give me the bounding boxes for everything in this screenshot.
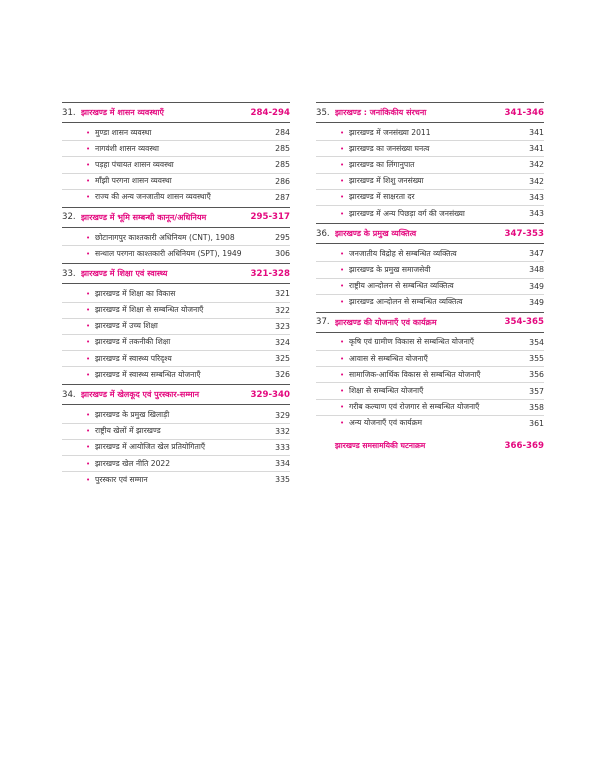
toc-item[interactable] (62, 303, 290, 319)
section-title: झारखण्ड : जनांकिकीय संरचना (335, 108, 427, 117)
toc-item[interactable] (62, 190, 290, 205)
section-heading[interactable] (62, 263, 290, 284)
bullet-icon: • (340, 209, 345, 218)
section-number: 36. (316, 228, 330, 239)
bullet-icon: • (86, 160, 91, 169)
toc-item-page: 285 (275, 144, 290, 154)
toc-item-page: 334 (275, 459, 290, 469)
toc-item-title: राष्ट्रीय आन्दोलन से सम्बन्धित व्यक्तित्व (349, 281, 454, 291)
section-title: झारखण्ड में शिक्षा एवं स्वास्थ्य (81, 269, 168, 279)
toc-item-page: 349 (529, 281, 544, 291)
toc-item-page: 326 (275, 370, 290, 380)
toc-item-page: 284 (275, 128, 290, 138)
toc-item[interactable] (316, 351, 544, 367)
toc-item-page: 321 (275, 289, 290, 299)
toc-item[interactable] (316, 416, 544, 431)
toc-item-page: 347 (529, 249, 544, 259)
toc-item[interactable] (316, 157, 544, 173)
toc-item-title: झारखण्ड में शिक्षा का विकास (95, 288, 176, 298)
toc-item-title: नागवंशी शासन व्यवस्था (95, 143, 159, 153)
toc-item-title: राष्ट्रीय खेलों में झारखण्ड (95, 426, 161, 436)
toc-item-page: 348 (529, 265, 544, 275)
section-heading[interactable] (62, 384, 290, 405)
bullet-icon: • (340, 160, 345, 169)
special-section[interactable] (316, 439, 544, 453)
toc-item-page: 343 (529, 209, 544, 219)
bullet-icon: • (86, 338, 91, 347)
section-page-range: 329-340 (250, 389, 290, 400)
section-items (316, 246, 544, 310)
bullet-icon: • (86, 411, 91, 420)
toc-item[interactable] (316, 174, 544, 190)
toc-section (62, 102, 290, 205)
toc-item[interactable] (316, 400, 544, 416)
toc-item[interactable] (62, 319, 290, 335)
section-items (62, 125, 290, 205)
toc-item-page: 287 (275, 192, 290, 202)
toc-item-title: पड़हा पंचायत शासन व्यवस्था (95, 159, 174, 169)
bullet-icon: • (340, 403, 345, 412)
toc-item-page: 342 (529, 160, 544, 170)
toc-item-title: पुरस्कार एवं सम्मान (95, 474, 148, 484)
bullet-icon: • (86, 249, 91, 258)
toc-item-title: झारखण्ड में अन्य पिछड़ा वर्ग की जनसंख्या (349, 208, 465, 218)
toc-item[interactable] (316, 190, 544, 206)
section-items (316, 335, 544, 431)
toc-item-page: 355 (529, 354, 544, 364)
bullet-icon: • (86, 443, 91, 452)
toc-item-title: झारखण्ड में तकनीकी शिक्षा (95, 337, 171, 347)
special-section-title: झारखण्ड समसामयिकी घटनाक्रम (335, 441, 426, 450)
toc-item-page: 343 (529, 192, 544, 202)
toc-item-title: झारखण्ड आन्दोलन से सम्बन्धित व्यक्तित्व (349, 297, 463, 307)
toc-item[interactable] (62, 141, 290, 157)
bullet-icon: • (340, 354, 345, 363)
toc-left-column (62, 102, 290, 489)
toc-item-page: 286 (275, 176, 290, 186)
toc-section (62, 263, 290, 382)
bullet-icon: • (340, 249, 345, 258)
bullet-icon: • (340, 265, 345, 274)
toc-item-page: 324 (275, 337, 290, 347)
toc-item[interactable] (62, 125, 290, 141)
toc-item-title: सन्थाल परगना काश्तकारी अधिनियम (SPT), 1949 (95, 248, 242, 258)
toc-item-title: झारखण्ड में जनसंख्या 2011 (349, 127, 431, 137)
toc-item[interactable] (62, 157, 290, 173)
toc-item-title: अन्य योजनाएँ एवं कार्यक्रम (349, 418, 423, 428)
toc-item-title: झारखण्ड के प्रमुख खिलाड़ी (95, 410, 170, 420)
bullet-icon: • (86, 289, 91, 298)
toc-item-title: झारखण्ड में शिशु जनसंख्या (349, 176, 424, 186)
toc-item-title: झारखण्ड में शिक्षा से सम्बन्धित योजनाएँ (95, 305, 204, 315)
section-number: 33. (62, 268, 76, 279)
section-title: झारखण्ड के प्रमुख व्यक्तित्व (335, 229, 417, 239)
bullet-icon: • (86, 370, 91, 379)
section-number: 31. (62, 107, 76, 118)
toc-item-title: झारखण्ड में उच्च शिक्षा (95, 321, 158, 331)
toc-item[interactable] (62, 351, 290, 367)
toc-item[interactable] (316, 246, 544, 262)
toc-item[interactable] (316, 206, 544, 221)
toc-item-title: राज्य की अन्य जनजातीय शासन व्यवस्थाएँ (95, 192, 211, 202)
toc-item-title: झारखण्ड के प्रमुख समाजसेवी (349, 264, 431, 274)
bullet-icon: • (86, 459, 91, 468)
bullet-icon: • (86, 177, 91, 186)
toc-item-title: मुण्डा शासन व्यवस्था (95, 127, 152, 137)
section-title: झारखण्ड में खेलकूद एवं पुरस्कार-सम्मान (81, 390, 200, 400)
toc-item[interactable] (316, 262, 544, 278)
bullet-icon: • (86, 193, 91, 202)
toc-item[interactable] (62, 174, 290, 190)
section-page-range: 341-346 (504, 107, 544, 118)
toc-item-page: 361 (529, 418, 544, 428)
section-number: 34. (62, 389, 76, 400)
toc-item-page: 342 (529, 176, 544, 186)
section-number: 32. (62, 212, 76, 223)
toc-item-title: झारखण्ड में साक्षरता दर (349, 192, 415, 202)
toc-item-page: 306 (275, 249, 290, 259)
bullet-icon: • (86, 306, 91, 315)
bullet-icon: • (340, 419, 345, 428)
toc-item[interactable] (62, 472, 290, 487)
bullet-icon: • (86, 128, 91, 137)
bullet-icon: • (340, 177, 345, 186)
toc-item-page: 356 (529, 370, 544, 380)
bullet-icon: • (340, 338, 345, 347)
toc-item[interactable] (62, 335, 290, 351)
toc-item-page: 322 (275, 305, 290, 315)
section-page-range: 295-317 (250, 212, 290, 223)
toc-item[interactable] (316, 295, 544, 310)
toc-item-title: माँझी परगना शासन व्यवस्था (95, 176, 172, 186)
toc-item-page: 341 (529, 144, 544, 154)
section-heading[interactable] (316, 102, 544, 123)
toc-section (316, 223, 544, 310)
bullet-icon: • (340, 193, 345, 202)
toc-item[interactable] (62, 286, 290, 302)
bullet-icon: • (86, 144, 91, 153)
toc-item-page: 354 (529, 337, 544, 347)
section-page-range: 284-294 (250, 107, 290, 118)
toc-item-page: 329 (275, 410, 290, 420)
section-items (62, 230, 290, 261)
toc-item[interactable] (62, 246, 290, 261)
bullet-icon: • (86, 233, 91, 242)
toc-item-page: 335 (275, 475, 290, 485)
toc-item[interactable] (316, 125, 544, 141)
toc-item-page: 325 (275, 354, 290, 364)
section-items (62, 407, 290, 487)
toc-item-title: आवास से सम्बन्धित योजनाएँ (349, 353, 428, 363)
section-page-range: 354-365 (504, 317, 544, 328)
toc-item[interactable] (62, 367, 290, 382)
toc-item-page: 285 (275, 160, 290, 170)
toc-section (316, 102, 544, 221)
toc-item-title: झारखण्ड का जनसंख्या घनत्व (349, 143, 430, 153)
toc-item[interactable] (62, 456, 290, 472)
toc-item[interactable] (316, 367, 544, 383)
section-heading[interactable] (62, 102, 290, 123)
special-section-page-range: 366-369 (504, 441, 544, 451)
section-number: 37. (316, 317, 330, 328)
section-page-range: 321-328 (250, 268, 290, 279)
toc-right-column (316, 102, 544, 453)
toc-item[interactable] (62, 440, 290, 456)
bullet-icon: • (340, 298, 345, 307)
bullet-icon: • (340, 128, 345, 137)
toc-item[interactable] (62, 424, 290, 440)
toc-item-title: कृषि एवं ग्रामीण विकास से सम्बन्धित योजनाएँ (349, 337, 474, 347)
bullet-icon: • (340, 282, 345, 291)
section-heading[interactable] (62, 207, 290, 228)
toc-item-page: 295 (275, 233, 290, 243)
section-heading[interactable] (316, 312, 544, 333)
section-title: झारखण्ड की योजनाएँ एवं कार्यक्रम (335, 317, 437, 327)
toc-item-page: 358 (529, 402, 544, 412)
toc-item[interactable] (62, 230, 290, 246)
toc-item-title: जनजातीय विद्रोह से सम्बन्धित व्यक्तित्व (349, 248, 457, 258)
section-title: झारखण्ड में भूमि सम्बन्धी कानून/अधिनियम (81, 212, 207, 222)
toc-item[interactable] (316, 383, 544, 399)
toc-item-page: 357 (529, 386, 544, 396)
toc-item-title: झारखण्ड खेल नीति 2022 (95, 458, 171, 468)
section-heading[interactable] (316, 223, 544, 244)
bullet-icon: • (340, 370, 345, 379)
bullet-icon: • (340, 387, 345, 396)
toc-item-title: सामाजिक-आर्थिक विकास से सम्बन्धित योजनाएँ (349, 369, 481, 379)
toc-item-title: झारखण्ड में स्वास्थ्य परिदृश्य (95, 353, 172, 363)
toc-item-title: झारखण्ड में स्वास्थ्य सम्बन्धित योजनाएँ (95, 369, 201, 379)
toc-item-page: 349 (529, 297, 544, 307)
toc-section (316, 312, 544, 431)
bullet-icon: • (86, 354, 91, 363)
section-number: 35. (316, 107, 330, 118)
toc-section (62, 384, 290, 487)
toc-item-title: झारखण्ड का लिंगानुपात (349, 159, 415, 169)
toc-item-title: छोटानागपुर काश्तकारी अधिनियम (CNT), 1908 (95, 232, 235, 242)
toc-item-title: शिक्षा से सम्बन्धित योजनाएँ (349, 386, 424, 396)
toc-item[interactable] (316, 335, 544, 351)
bullet-icon: • (340, 144, 345, 153)
toc-item-page: 333 (275, 442, 290, 452)
section-title: झारखण्ड में शासन व्यवस्थाएँ (81, 108, 164, 117)
toc-item-page: 341 (529, 128, 544, 138)
toc-section (62, 207, 290, 261)
bullet-icon: • (86, 475, 91, 484)
toc-item-page: 332 (275, 426, 290, 436)
section-page-range: 347-353 (504, 228, 544, 239)
section-items (62, 286, 290, 382)
section-items (316, 125, 544, 221)
toc-item-title: गरीब कल्याण एवं रोजगार से सम्बन्धित योजनाएँ (349, 402, 480, 412)
bullet-icon: • (86, 322, 91, 331)
toc-item[interactable] (316, 141, 544, 157)
toc-item[interactable] (316, 279, 544, 295)
bullet-icon: • (86, 427, 91, 436)
toc-item-page: 323 (275, 321, 290, 331)
toc-item-title: झारखण्ड में आयोजित खेल प्रतियोगिताएँ (95, 442, 206, 452)
toc-item[interactable] (62, 407, 290, 423)
